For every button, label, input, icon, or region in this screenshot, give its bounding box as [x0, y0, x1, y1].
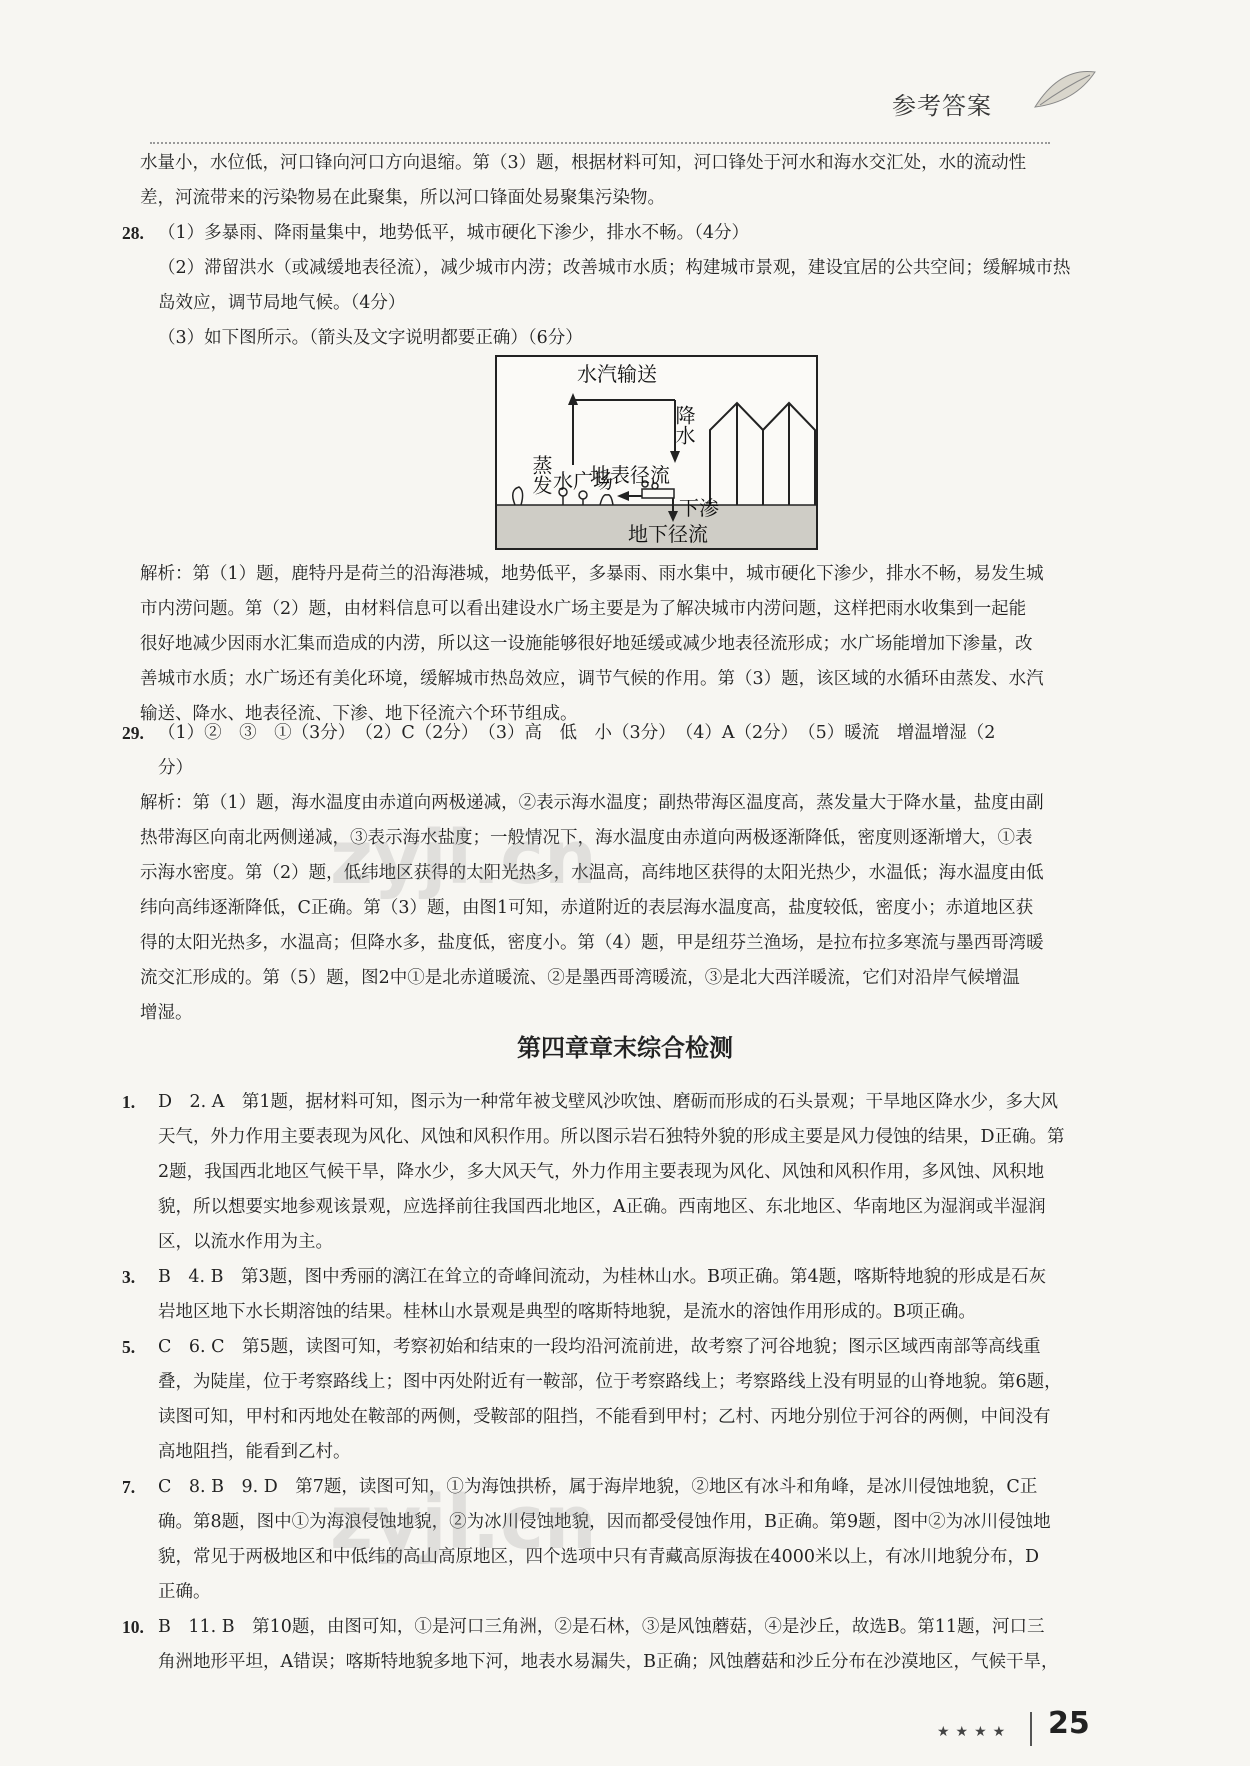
analysis-29	[140, 786, 1130, 1031]
analysis-line: 解析：第（1）题，鹿特丹是荷兰的沿海港城，地势低平，多暴雨、雨水集中，城市硬化下渗少，排水不畅，易发生城	[140, 564, 1044, 584]
answer-line: B 11. B 第10题，由图可知，①是河口三角洲，②是石林，③是风蚀蘑菇，④是沙丘，故选B。第11题，河口三	[158, 1617, 1045, 1637]
answer-line: 高地阻挡，能看到乙村。	[158, 1442, 351, 1462]
answer-line: （1）多暴雨、降雨量集中，地势低平，城市硬化下渗少，排水不畅。（4分）	[158, 223, 750, 243]
answer-line: （1）② ③ ①（3分） （2）C（2分） （3）高 低 小（3分） （4）A（2分） （5）暖流 增温增湿（2	[158, 723, 996, 743]
analysis-28	[140, 557, 1130, 732]
page-number: 25	[1048, 1706, 1090, 1741]
evaporation-label: 蒸发	[529, 455, 553, 495]
answer-line: 正确。	[158, 1582, 211, 1602]
answer-line: 貌，所以想要实地参观该景观，应选择前往我国西北地区，A正确。西南地区、东北地区、华南地区为湿润或半湿润	[158, 1197, 1046, 1217]
surface-runoff-label: 地表径流	[590, 463, 670, 487]
question-number: 1.	[122, 1092, 136, 1112]
precipitation-label: 降水	[672, 405, 696, 445]
analysis-line: 得的太阳光热多，水温高；但降水多，盐度低，密度小。第（4）题，甲是纽芬兰渔场，是拉布拉多寒流与墨西哥湾暖	[140, 933, 1044, 953]
watermark: zyjl.cn	[330, 815, 597, 901]
analysis-line: 很好地减少因雨水汇集而造成的内涝，所以这一设施能够很好地延缓或减少地表径流形成；水广场能增加下渗量，改	[140, 634, 1033, 654]
answer-line: 分）	[158, 758, 193, 778]
analysis-line: 流交汇形成的。第（5）题，图2中①是北赤道暖流、②是墨西哥湾暖流，③是北大西洋暖流，它们对沿岸气候增温	[140, 968, 1020, 988]
answer-group	[122, 1085, 1130, 1260]
water-cycle-diagram	[495, 355, 818, 550]
leaf-decoration-icon	[1030, 62, 1100, 122]
question-28	[122, 216, 1130, 356]
top-continuation	[140, 146, 1130, 216]
question-number: 3.	[122, 1267, 136, 1287]
text-line: 差，河流带来的污染物易在此聚集，所以河口锋面处易聚集污染物。	[140, 188, 665, 208]
answer-line: 岛效应，调节局地气候。（4分）	[158, 293, 406, 313]
analysis-line: 纬向高纬逐渐降低，C正确。第（3）题，由图1可知，赤道附近的表层海水温度高，盐度较低，密度小；赤道地区获	[140, 898, 1034, 918]
answer-line: 天气，外力作用主要表现为风化、风蚀和风积作用。所以图示岩石独特外貌的形成主要是风力侵蚀的结果，D正确。第	[158, 1127, 1065, 1147]
difficulty-stars: ★★★★	[937, 1724, 1012, 1740]
answer-line: 2题，我国西北地区气候干旱，降水少，多大风天气，外力作用主要表现为风化、风蚀和风积作用，多风蚀、风积地	[158, 1162, 1045, 1182]
answer-line: 貌，常见于两极地区和中低纬的高山高原地区，四个选项中只有青藏高原海拔在4000米以上，有冰川地貌分布，D	[158, 1547, 1040, 1567]
answer-group	[122, 1330, 1130, 1470]
answer-line: （2）滞留洪水（或减缓地表径流），减少城市内涝；改善城市水质；构建城市景观，建设宜居的公共空间；缓解城市热	[158, 258, 1071, 278]
question-29	[122, 716, 1130, 786]
watermark: zyjl.cn	[330, 1480, 597, 1566]
analysis-line: 解析：第（1）题，海水温度由赤道向两极递减，②表示海水温度；副热带海区温度高，蒸发量大于降水量，盐度由副	[140, 793, 1044, 813]
chapter-answers	[122, 1085, 1130, 1680]
answer-group	[122, 1260, 1130, 1330]
analysis-line: 市内涝问题。第（2）题，由材料信息可以看出建设水广场主要是为了解决城市内涝问题，这样把雨水收集到一起能	[140, 599, 1027, 619]
question-number: 10.	[122, 1617, 144, 1637]
answer-line: 角洲地形平坦，A错误；喀斯特地貌多地下河，地表水易漏失，B正确；风蚀蘑菇和沙丘分布在沙漠地区，气候干旱，	[158, 1652, 1059, 1672]
question-number: 29.	[122, 723, 144, 743]
answer-line: 确。第8题，图中①为海浪侵蚀地貌，②为冰川侵蚀地貌，因而都受侵蚀作用，B正确。第9题，图中②为冰川侵蚀地	[158, 1512, 1051, 1532]
analysis-line: 增湿。	[140, 1003, 193, 1023]
answer-line: （3）如下图所示。（箭头及文字说明都要正确）（6分）	[158, 328, 583, 348]
answer-line: B 4. B 第3题，图中秀丽的漓江在耸立的奇峰间流动，为桂林山水。B项正确。第4题，喀斯特地貌的形成是石灰	[158, 1267, 1047, 1287]
question-number: 7.	[122, 1477, 136, 1497]
answer-line: C 8. B 9. D 第7题，读图可知，①为海蚀拱桥，属于海岸地貌，②地区有冰斗和角峰，是冰川侵蚀地貌，C正	[158, 1477, 1038, 1497]
answer-line: 读图可知，甲村和丙地处在鞍部的两侧，受鞍部的阻挡，不能看到甲村；乙村、丙地分别位于河谷的两侧，中间没有	[158, 1407, 1051, 1427]
section-title: 第四章章末综合检测	[517, 1034, 733, 1062]
answer-line: 岩地区地下水长期溶蚀的结果。桂林山水景观是典型的喀斯特地貌，是流水的溶蚀作用形成的。B项正确。	[158, 1302, 976, 1322]
answer-group	[122, 1610, 1130, 1680]
water-plaza-label: 水广场	[553, 469, 613, 493]
vapor-transport-label: 水汽输送	[577, 362, 657, 386]
question-number: 5.	[122, 1337, 136, 1357]
answer-group	[122, 1470, 1130, 1610]
analysis-line: 热带海区向南北两侧递减，③表示海水盐度；一般情况下，海水温度由赤道向两极逐渐降低，密度则逐渐增大，①表	[140, 828, 1033, 848]
footer-divider	[1030, 1712, 1032, 1746]
answer-line: 叠，为陡崖，位于考察路线上；图中丙处附近有一鞍部，位于考察路线上；考察路线上没有明显的山脊地貌。第6题，	[158, 1372, 1062, 1392]
answer-line: C 6. C 第5题，读图可知，考察初始和结束的一段均沿河流前进，故考察了河谷地貌；图示区域西南部等高线重	[158, 1337, 1041, 1357]
question-number: 28.	[122, 223, 144, 243]
analysis-line: 善城市水质；水广场还有美化环境，缓解城市热岛效应，调节气候的作用。第（3）题，该区域的水循环由蒸发、水汽	[140, 669, 1044, 689]
header-title: 参考答案	[892, 92, 992, 120]
answer-line: 区，以流水作用为主。	[158, 1232, 333, 1252]
answer-line: D 2. A 第1题，据材料可知，图示为一种常年被戈壁风沙吹蚀、磨砺而形成的石头景观；干旱地区降水少，多大风	[158, 1092, 1059, 1112]
analysis-line: 示海水密度。第（2）题，低纬地区获得的太阳光热多，水温高，高纬地区获得的太阳光热少，水温低；海水温度由低	[140, 863, 1044, 883]
header-divider	[150, 142, 1050, 144]
analysis-line: 输送、降水、地表径流、下渗、地下径流六个环节组成。	[140, 704, 578, 724]
plaza-icon	[642, 489, 674, 498]
groundwater-runoff-label: 地下径流	[628, 522, 708, 546]
infiltration-label: 下渗	[679, 496, 719, 520]
text-line: 水量小，水位低，河口锋向河口方向退缩。第（3）题，根据材料可知，河口锋处于河水和海水交汇处，水的流动性	[140, 153, 1027, 173]
